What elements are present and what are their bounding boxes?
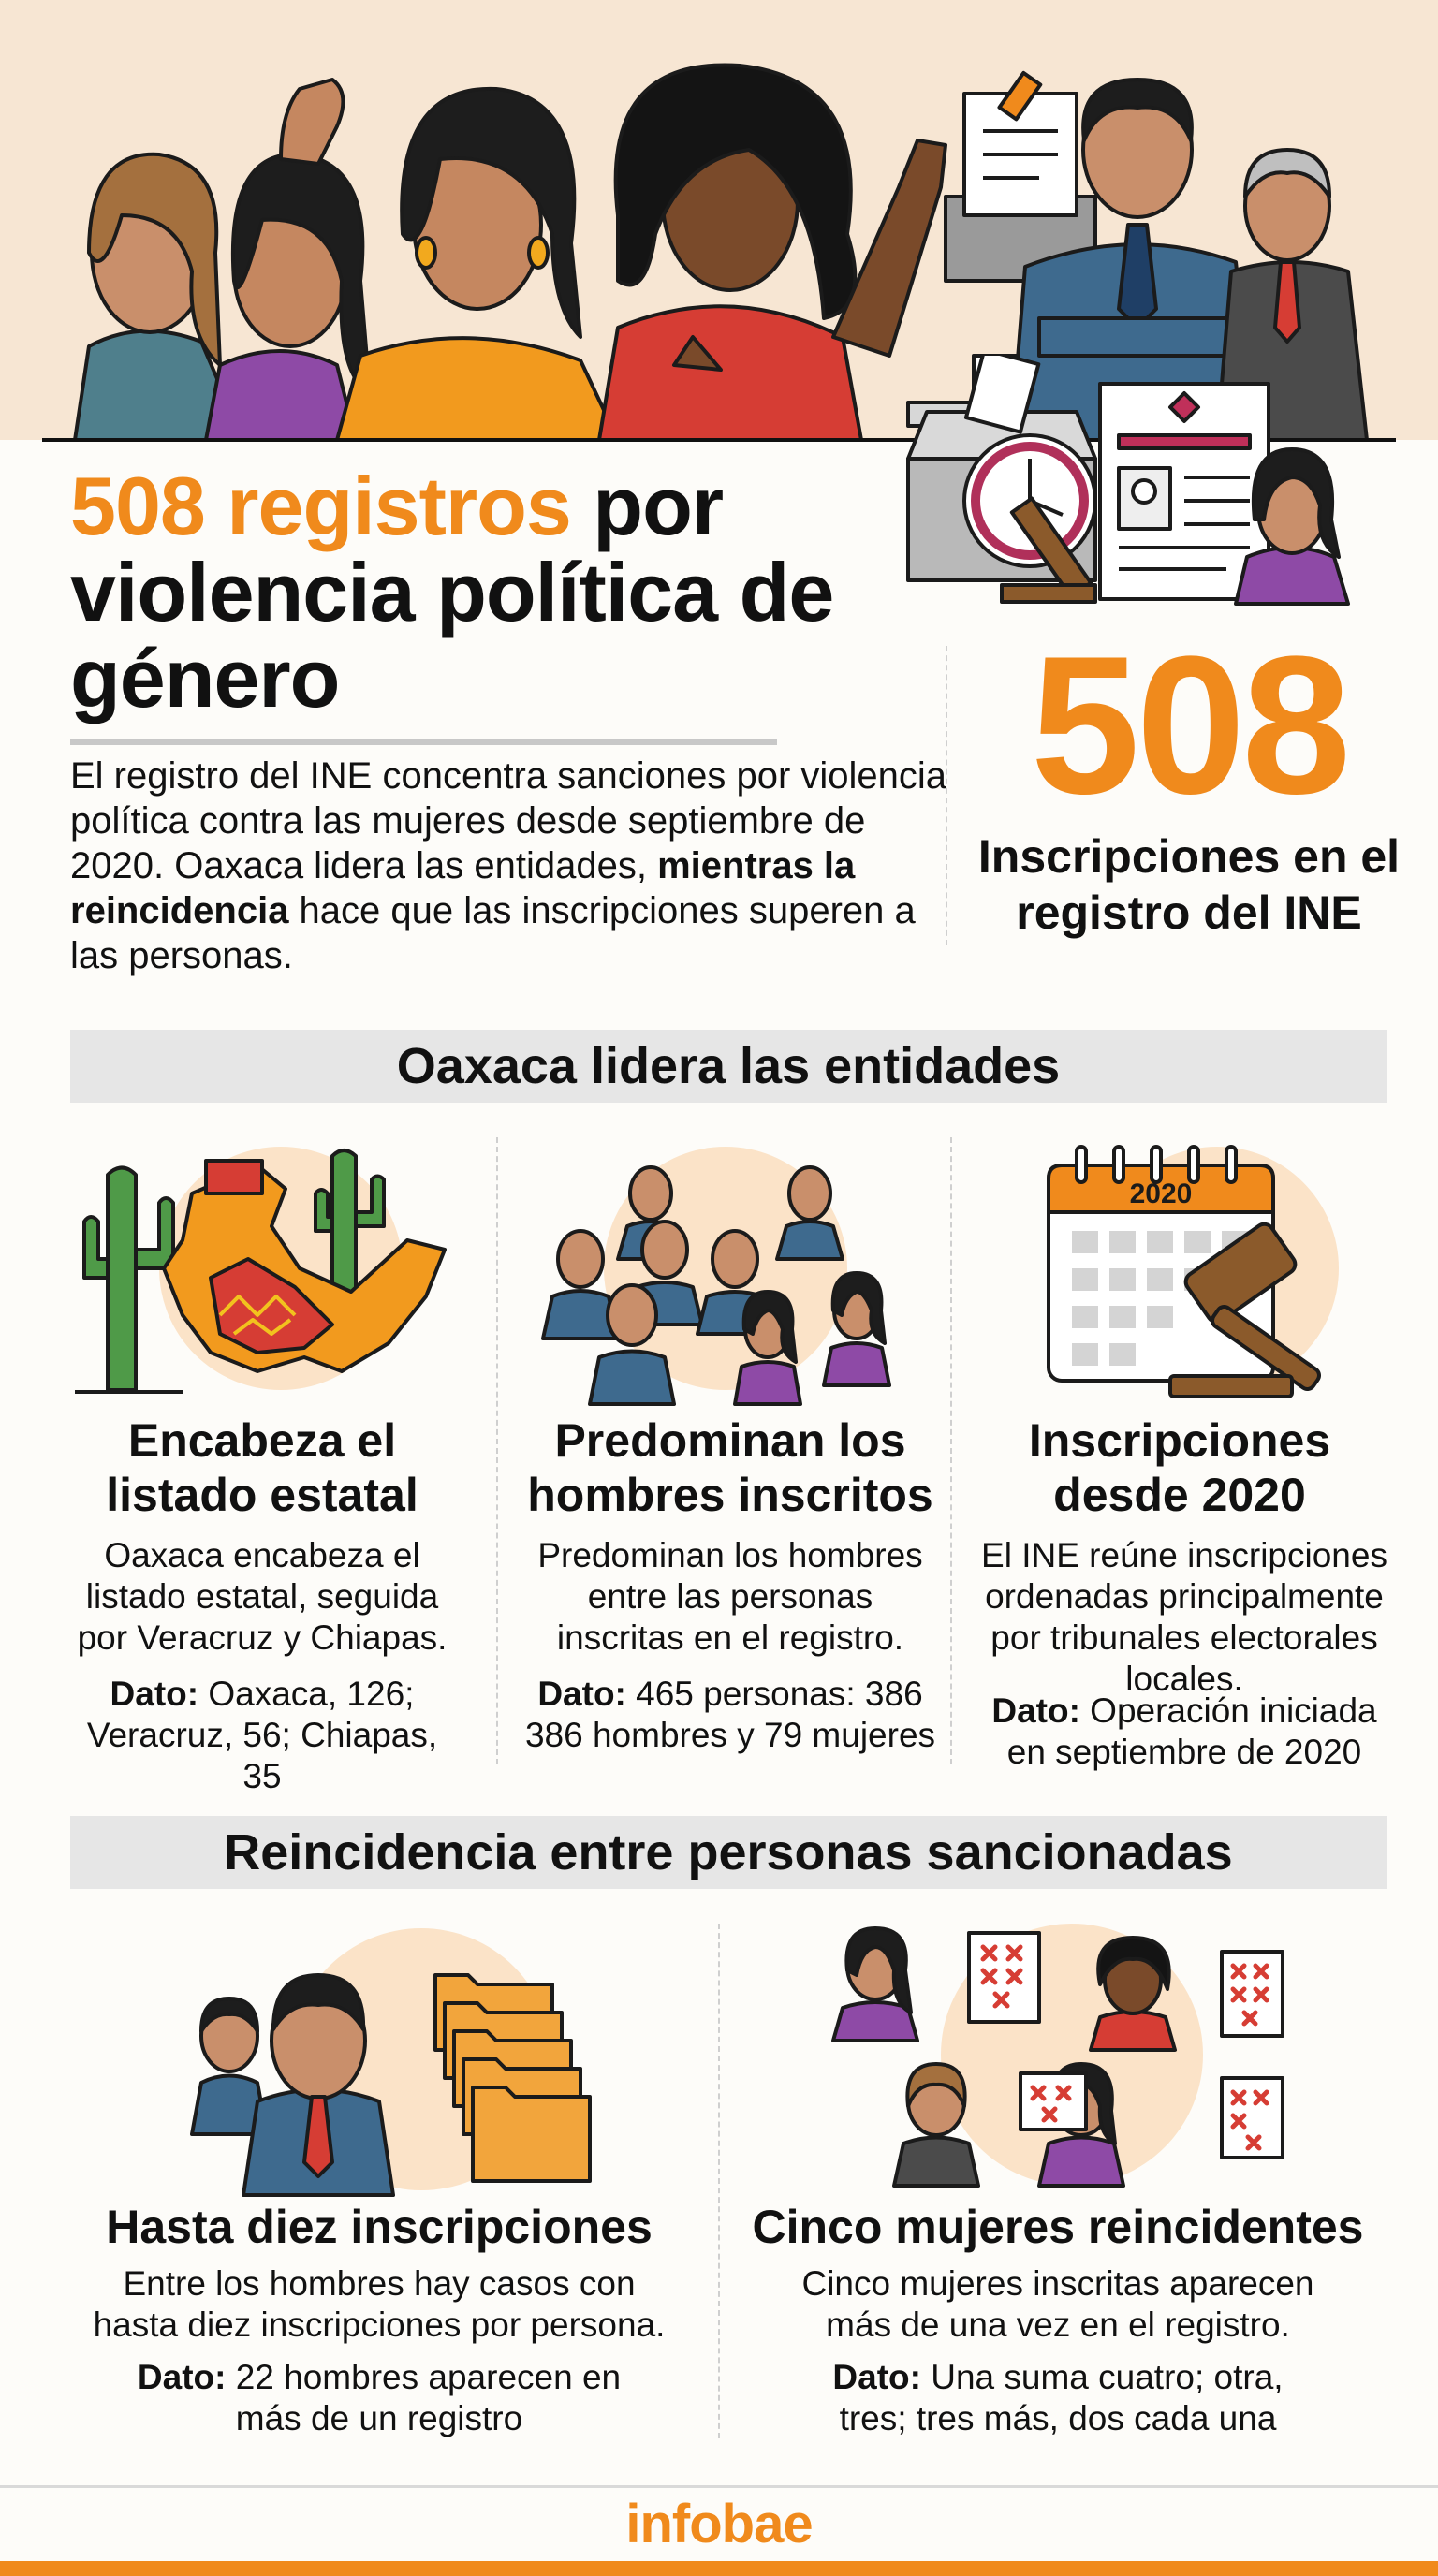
card-text-desde: El INE reúne inscripciones ordenadas principalmente por tribunales electorales locales. [981,1536,1387,1698]
section-heading-entidades: Oaxaca lidera las entidades [70,1030,1387,1103]
intro-part2: hace que las inscripciones superen a las personas. [70,890,916,976]
men-folders-icon [187,1919,618,2200]
card-divider-1 [496,1137,498,1764]
register-document-icons [899,356,1386,608]
card-text-diez: Entre los hombres hay casos con hasta diez inscripciones por persona. [93,2264,666,2344]
section-heading-reincidencia: Reincidencia entre personas sancionadas [70,1816,1387,1889]
dato-label: Dato: [832,2358,921,2396]
dato-label: Dato: [137,2358,227,2396]
stat-label: Inscripciones en el registro del INE [977,830,1401,939]
intro-part1: El registro del INE concentra sanciones por violencia política contra las mujeres desde septiembre de 2020. Oaxaca lidera las entidades, [70,755,947,886]
card-dato-diez [136,2357,623,2439]
dato-value: 22 hombres aparecen en más de un registro [226,2358,622,2437]
title-rest: por violencia política de género [70,460,834,724]
page-title [70,460,913,724]
intro-paragraph [70,754,950,978]
title-highlight: 508 registros [70,460,571,552]
dato-label: Dato: [991,1691,1080,1730]
card-dato-listado [66,1674,459,1797]
calendar-gavel-icon [1030,1137,1386,1409]
dato-value: Oaxaca, 126; Veracruz, 56; Chiapas, 35 [86,1675,438,1795]
women-rejected-ballots-icon [829,1914,1297,2195]
card-dato-hombres [520,1674,941,1756]
dato-label: Dato: [110,1675,199,1713]
card-divider-2 [950,1137,952,1764]
stat-divider [946,646,947,945]
card-divider-3 [718,1924,720,2438]
card-title-diez: Hasta diez inscripciones [106,2201,653,2253]
card-title-hombres: Predominan los hombres inscritos [527,1414,933,1521]
oaxaca-map-cactus-icon [70,1137,463,1399]
card-title-desde: Inscripciones desde 2020 [1028,1414,1331,1521]
dato-label: Dato: [537,1675,626,1713]
dato-value: Operación iniciada en septiembre de 2020 [1006,1691,1377,1771]
people-group-icon [534,1137,917,1409]
dato-value: 465 personas: 386 386 hombres y 79 mujeres [524,1675,936,1754]
card-text-listado: Oaxaca encabeza el listado estatal, seguida por Veracruz y Chiapas. [77,1536,448,1657]
card-text-hombres: Predominan los hombres entre las personas inscritas en el registro. [537,1536,923,1657]
infobae-logo[interactable]: infobae [625,2494,813,2554]
calendar-year: 2020 [1129,1178,1193,1209]
dato-value: Una suma cuatro; otra, tres; tres más, dos cada una [839,2358,1284,2437]
intro-bold: mientras la reincidencia [70,845,856,931]
card-dato-desde [969,1690,1400,1773]
card-text-cinco: Cinco mujeres inscritas aparecen más de una vez en el registro. [801,2264,1314,2344]
card-title-cinco: Cinco mujeres reincidentes [752,2201,1364,2253]
card-title-listado: Encabeza el listado estatal [106,1414,418,1521]
footer-accent-bar [0,2561,1438,2576]
card-dato-cinco [805,2357,1311,2439]
title-underline [70,739,777,745]
stat-number: 508 [1030,615,1348,835]
